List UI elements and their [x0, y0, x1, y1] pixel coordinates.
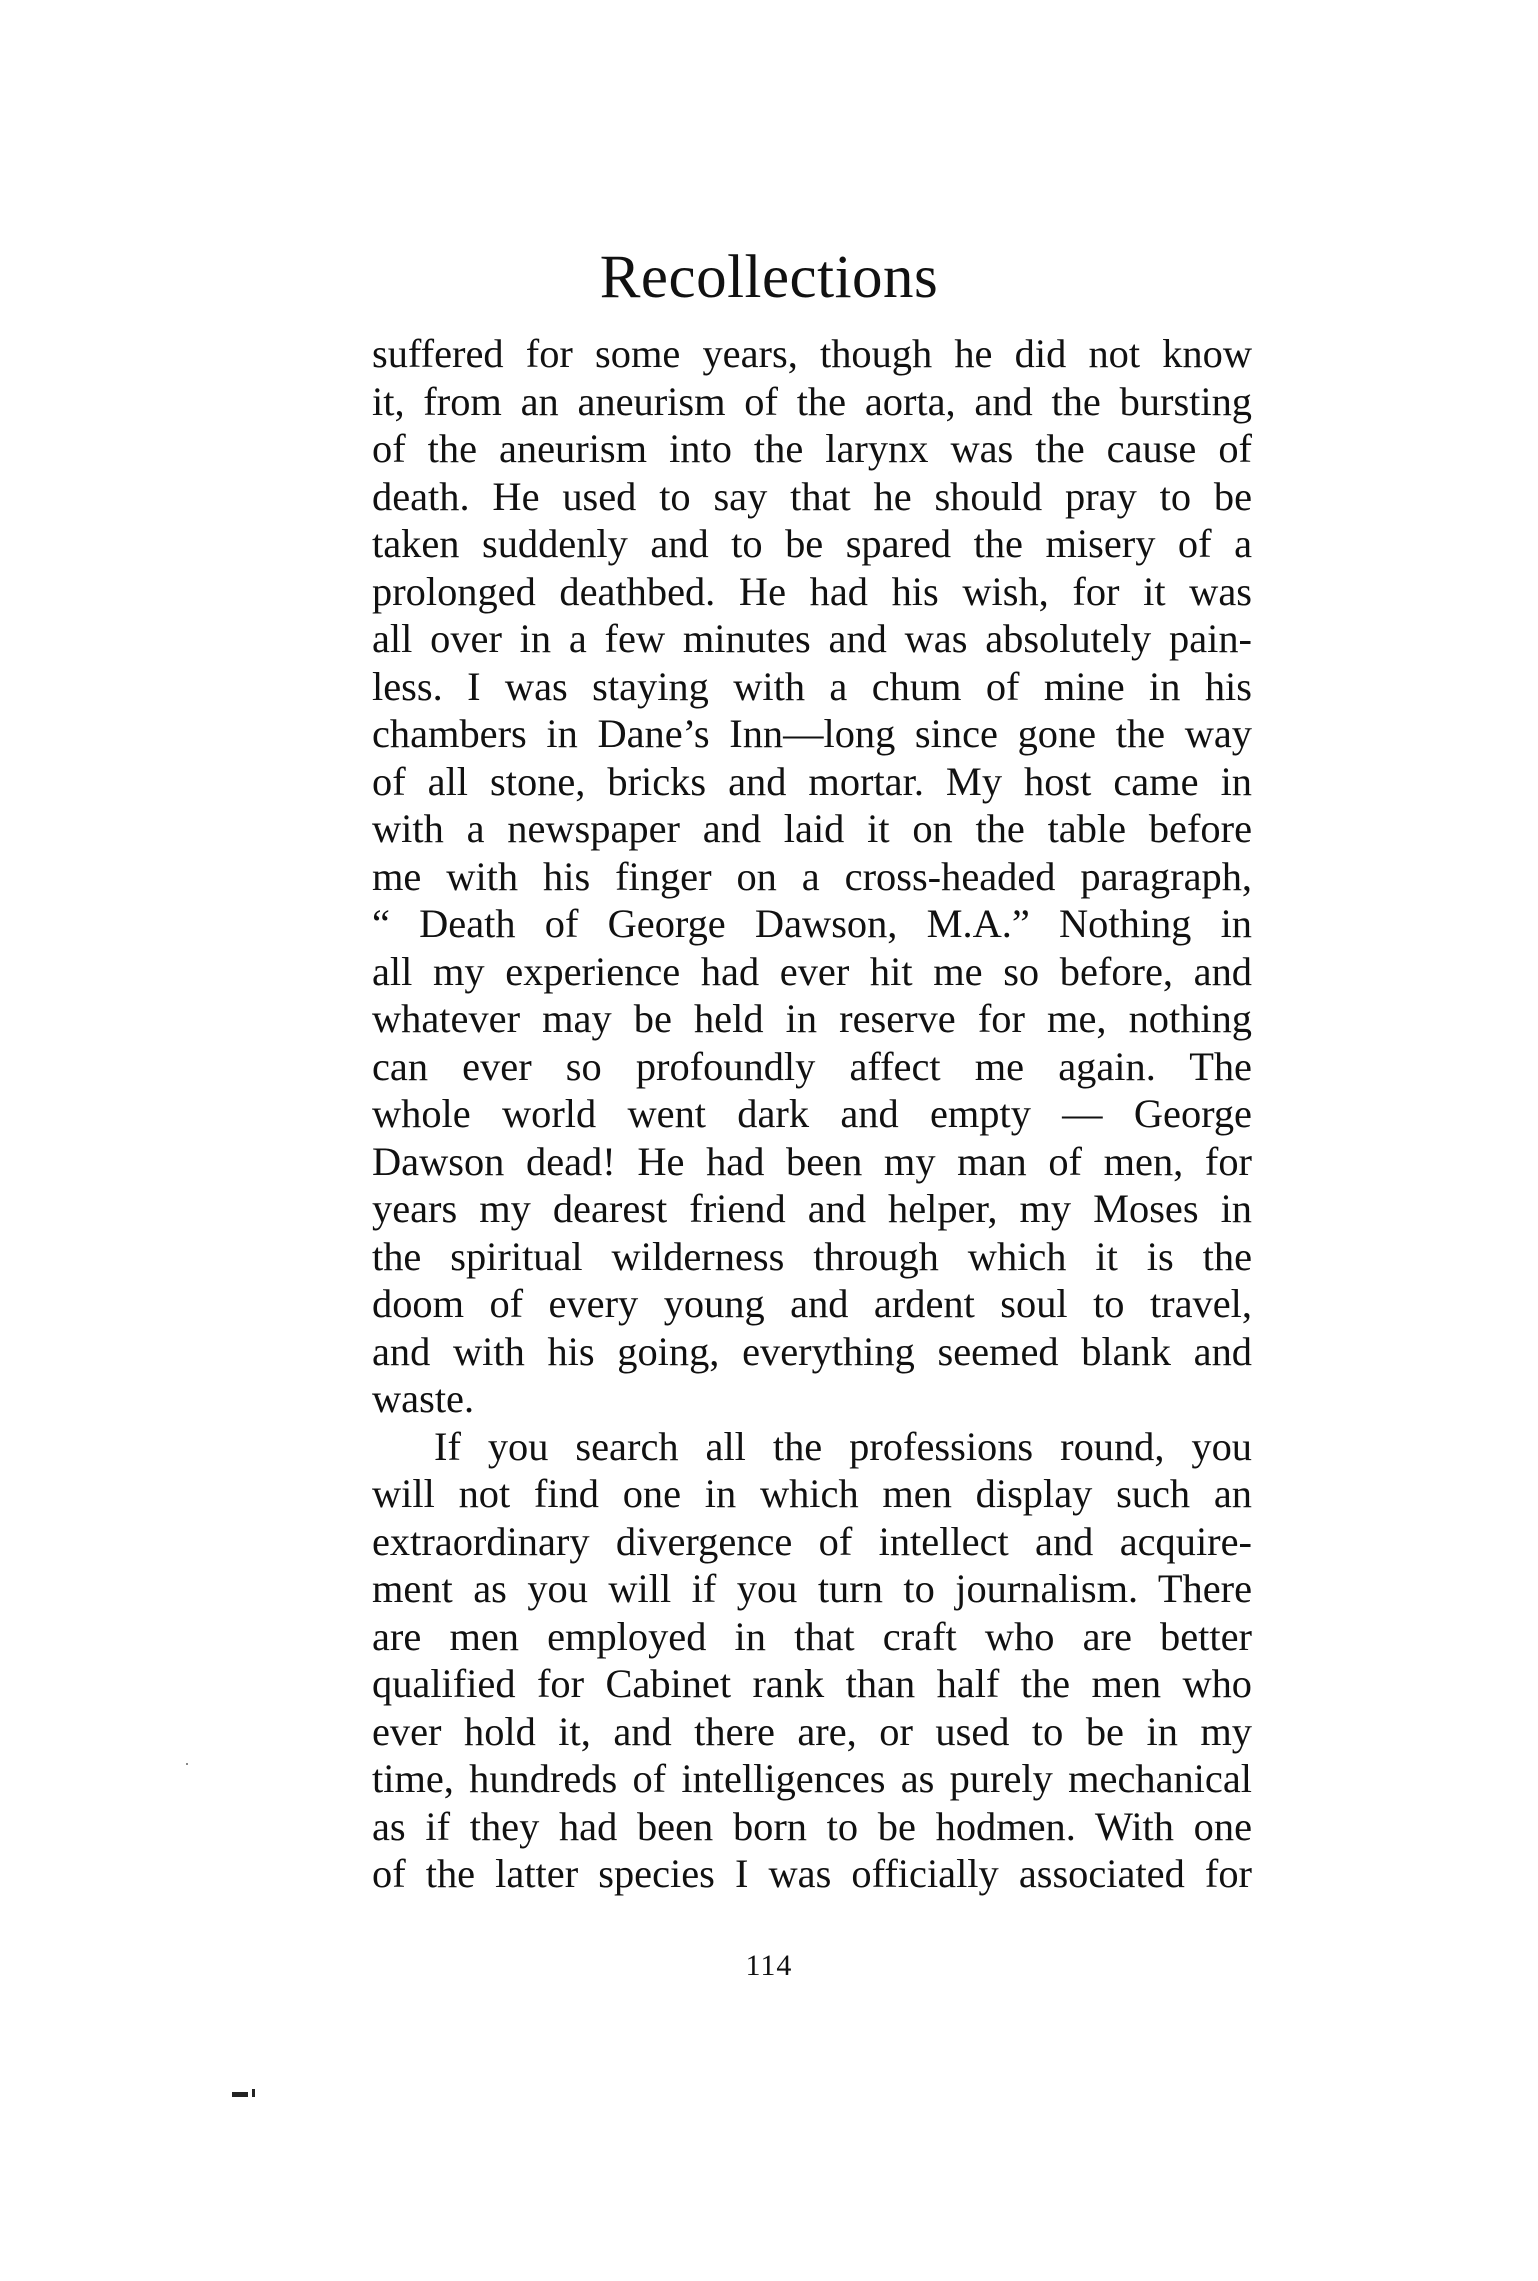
text-line: Dawson dead! He had been my man of men, for — [372, 1138, 1252, 1184]
text-line: and with his going, everything seemed blank and — [372, 1328, 1252, 1374]
text-line: waste. — [372, 1376, 475, 1421]
text-line: all my experience had ever hit me so before, and — [372, 948, 1252, 994]
text-line: suffered for some years, though he did not know — [372, 331, 1252, 376]
text-line: will not find one in which men display such an — [372, 1471, 1252, 1516]
text-line: ever hold it, and there are, or used to be in my — [372, 1708, 1252, 1754]
running-head: Recollections — [599, 244, 939, 311]
text-line: as if they had been born to be hodmen. With one — [372, 1803, 1252, 1849]
text-line: whatever may be held in reserve for me, nothing — [372, 996, 1252, 1041]
text-line: of the latter species I was officially associated for — [372, 1851, 1252, 1896]
text-line: whole world went dark and empty — George — [372, 1091, 1252, 1136]
text-line: qualified for Cabinet rank than half the men who — [372, 1661, 1252, 1706]
text-line: of all stone, bricks and mortar. My host came in — [372, 758, 1252, 804]
text-line: with a newspaper and laid it on the table before — [372, 806, 1252, 851]
body-text — [372, 330, 1252, 1898]
text-line: ment as you will if you turn to journalism. There — [372, 1566, 1252, 1611]
text-line: chambers in Dane’s Inn—long since gone the way — [372, 711, 1252, 756]
scan-mark — [232, 2092, 248, 2097]
scan-dot — [186, 1763, 188, 1765]
paragraph-1 — [372, 330, 1252, 1423]
text-line: extraordinary divergence of intellect and acquire- — [372, 1518, 1252, 1564]
text-line: of the aneurism into the larynx was the cause of — [372, 426, 1252, 471]
text-line: years my dearest friend and helper, my Moses in — [372, 1186, 1252, 1231]
text-line: If you search all the professions round, you — [434, 1423, 1252, 1469]
text-line: “ Death of George Dawson, M.A.” Nothing in — [372, 901, 1252, 946]
scan-mark — [252, 2089, 255, 2097]
paragraph-2 — [372, 1423, 1252, 1898]
text-line: all over in a few minutes and was absolutely pain- — [372, 616, 1252, 661]
text-line: doom of every young and ardent soul to travel, — [372, 1281, 1252, 1326]
text-line: can ever so profoundly affect me again. The — [372, 1043, 1252, 1089]
text-line: are men employed in that craft who are better — [372, 1613, 1252, 1659]
text-line: time, hundreds of intelligences as purely mechanical — [372, 1756, 1252, 1801]
text-line: less. I was staying with a chum of mine in his — [372, 663, 1252, 709]
text-line: the spiritual wilderness through which it is the — [372, 1233, 1252, 1279]
page-number: 114 — [745, 1949, 793, 1982]
text-line: me with his finger on a cross-headed paragraph, — [372, 853, 1252, 899]
text-line: taken suddenly and to be spared the misery of a — [372, 521, 1252, 566]
text-line: it, from an aneurism of the aorta, and the bursting — [372, 378, 1252, 424]
text-line: death. He used to say that he should pray to be — [372, 473, 1252, 519]
text-line: prolonged deathbed. He had his wish, for it was — [372, 568, 1252, 614]
